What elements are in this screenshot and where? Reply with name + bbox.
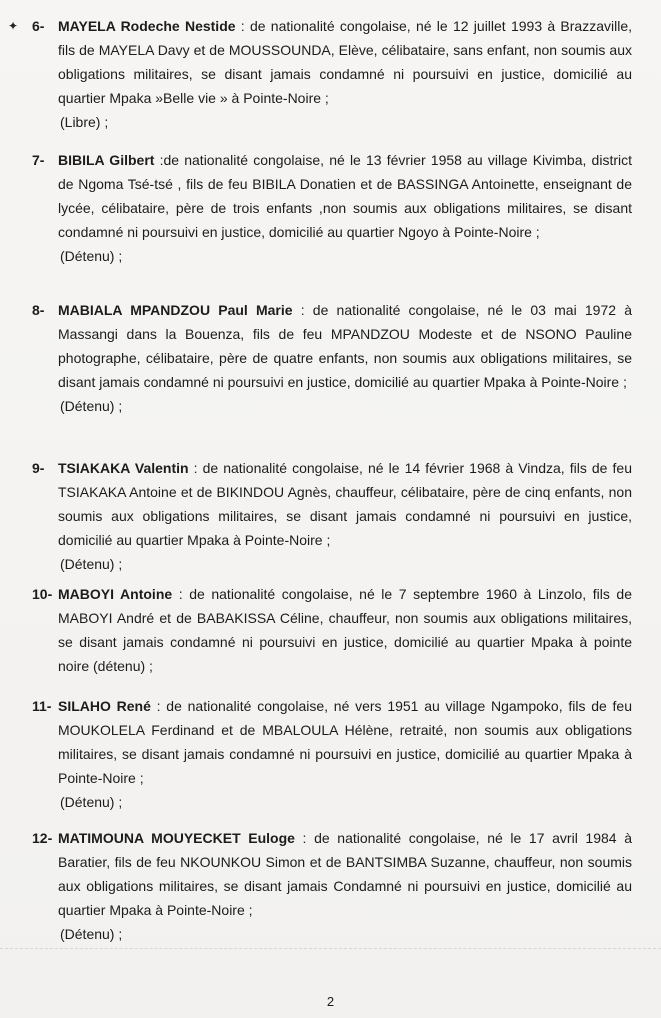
entry-body: [58, 694, 632, 790]
list-item: [32, 14, 632, 134]
entry-name: MATIMOUNA MOUYECKET Euloge: [58, 830, 295, 846]
entry-status: (Détenu) ;: [60, 926, 123, 942]
entry-text: : de nationalité congolaise, né le 17 avril 1984 à Baratier, fils de feu NKOUNKOU Simon et de BANTSIMBA Suzanne, chauffeur, non soumis aux obligations militaires, se disant jamais Condamné ni poursuivi en justice, domicilié au quartier Mpaka à Pointe-Noire ;: [58, 830, 632, 918]
divider: [0, 948, 661, 949]
entry-number: 9-: [32, 460, 45, 476]
list-item: [32, 694, 632, 814]
entry-text: :de nationalité congolaise, né le 13 février 1958 au village Kivimba, district de Ngoma Tsé-tsé , fils de feu BIBILA Donatien et de BASSINGA Antoinette, enseignant de lycée, célibataire, père de trois enfants ,non soumis aux obligations militaires, se disant condamné ni poursuivi en justice, domicilié au quartier Ngoyo à Pointe-Noire ;: [58, 152, 632, 240]
entry-status: (Détenu) ;: [60, 556, 123, 572]
entry-text: : de nationalité congolaise, né vers 1951 au village Ngampoko, fils de feu MOUKOLELA Ferdinand et de MBALOULA Hélène, retraité, non soumis aux obligations militaires, se disant jamais condamné ni poursuivi en justice, domicilié au quartier Mpaka à Pointe-Noire ;: [58, 698, 632, 786]
page-number: 2: [326, 994, 335, 1009]
bullet-mark: ✦: [8, 19, 19, 33]
entry-text: : de nationalité congolaise, né le 12 juillet 1993 à Brazzaville, fils de MAYELA Davy et de MOUSSOUNDA, Elève, célibataire, sans enfant, non soumis aux obligations militaires, se disant jamais condamné ni poursuivi en justice, domicilié au quartier Mpaka »Belle vie » à Pointe-Noire ;: [58, 18, 632, 106]
entry-body: [58, 298, 632, 394]
entry-name: TSIAKAKA Valentin: [58, 460, 189, 476]
entry-status: (Détenu) ;: [60, 794, 123, 810]
entry-body: [58, 582, 632, 678]
entry-status: (Détenu) ;: [60, 248, 123, 264]
entry-body: [58, 826, 632, 922]
entry-status: (Détenu) ;: [60, 398, 123, 414]
entry-number: 7-: [32, 152, 45, 168]
list-item: [32, 826, 632, 946]
entry-body: [58, 148, 632, 244]
entry-status: (Libre) ;: [60, 114, 109, 130]
entry-number: 10-: [32, 586, 53, 602]
list-item: [32, 582, 632, 678]
entry-body: [58, 456, 632, 552]
entry-name: MAYELA Rodeche Nestide: [58, 18, 236, 34]
list-item: [32, 148, 632, 268]
entry-name: MABOYI Antoine: [58, 586, 173, 602]
list-item: [32, 456, 632, 576]
entry-number: 8-: [32, 302, 45, 318]
list-item: [32, 298, 632, 418]
entry-text: : de nationalité congolaise, né le 14 février 1968 à Vindza, fils de feu TSIAKAKA Antoine et de BIKINDOU Agnès, chauffeur, célibataire, père de cinq enfants, non soumis aux obligations militaires, se disant jamais condamné ni poursuivi en justice, domicilié au quartier Mpaka à Pointe-Noire ;: [58, 460, 632, 548]
entry-name: SILAHO René: [58, 698, 151, 714]
entry-text: : de nationalité congolaise, né le 7 septembre 1960 à Linzolo, fils de MABOYI André et de BABAKISSA Céline, chauffeur, non soumis aux obligations militaires, se disant jamais condamné ni poursuivi en justice, domicilié au quartier Mpaka à pointe noire (détenu) ;: [58, 586, 633, 674]
entry-number: 12-: [32, 830, 53, 846]
entry-body: [58, 14, 632, 110]
entry-number: 6-: [32, 18, 45, 34]
entry-name: BIBILA Gilbert: [58, 152, 155, 168]
entry-number: 11-: [32, 698, 52, 714]
entry-text: : de nationalité congolaise, né le 03 mai 1972 à Massangi dans la Bouenza, fils de feu MPANDZOU Modeste et de NSONO Pauline photographe, célibataire, père de quatre enfants, non soumis aux obligations militaires, se disant jamais condamné ni poursuivi en justice, domicilié au quartier Mpaka à Pointe-Noire ;: [58, 302, 632, 390]
entry-name: MABIALA MPANDZOU Paul Marie: [58, 302, 293, 318]
